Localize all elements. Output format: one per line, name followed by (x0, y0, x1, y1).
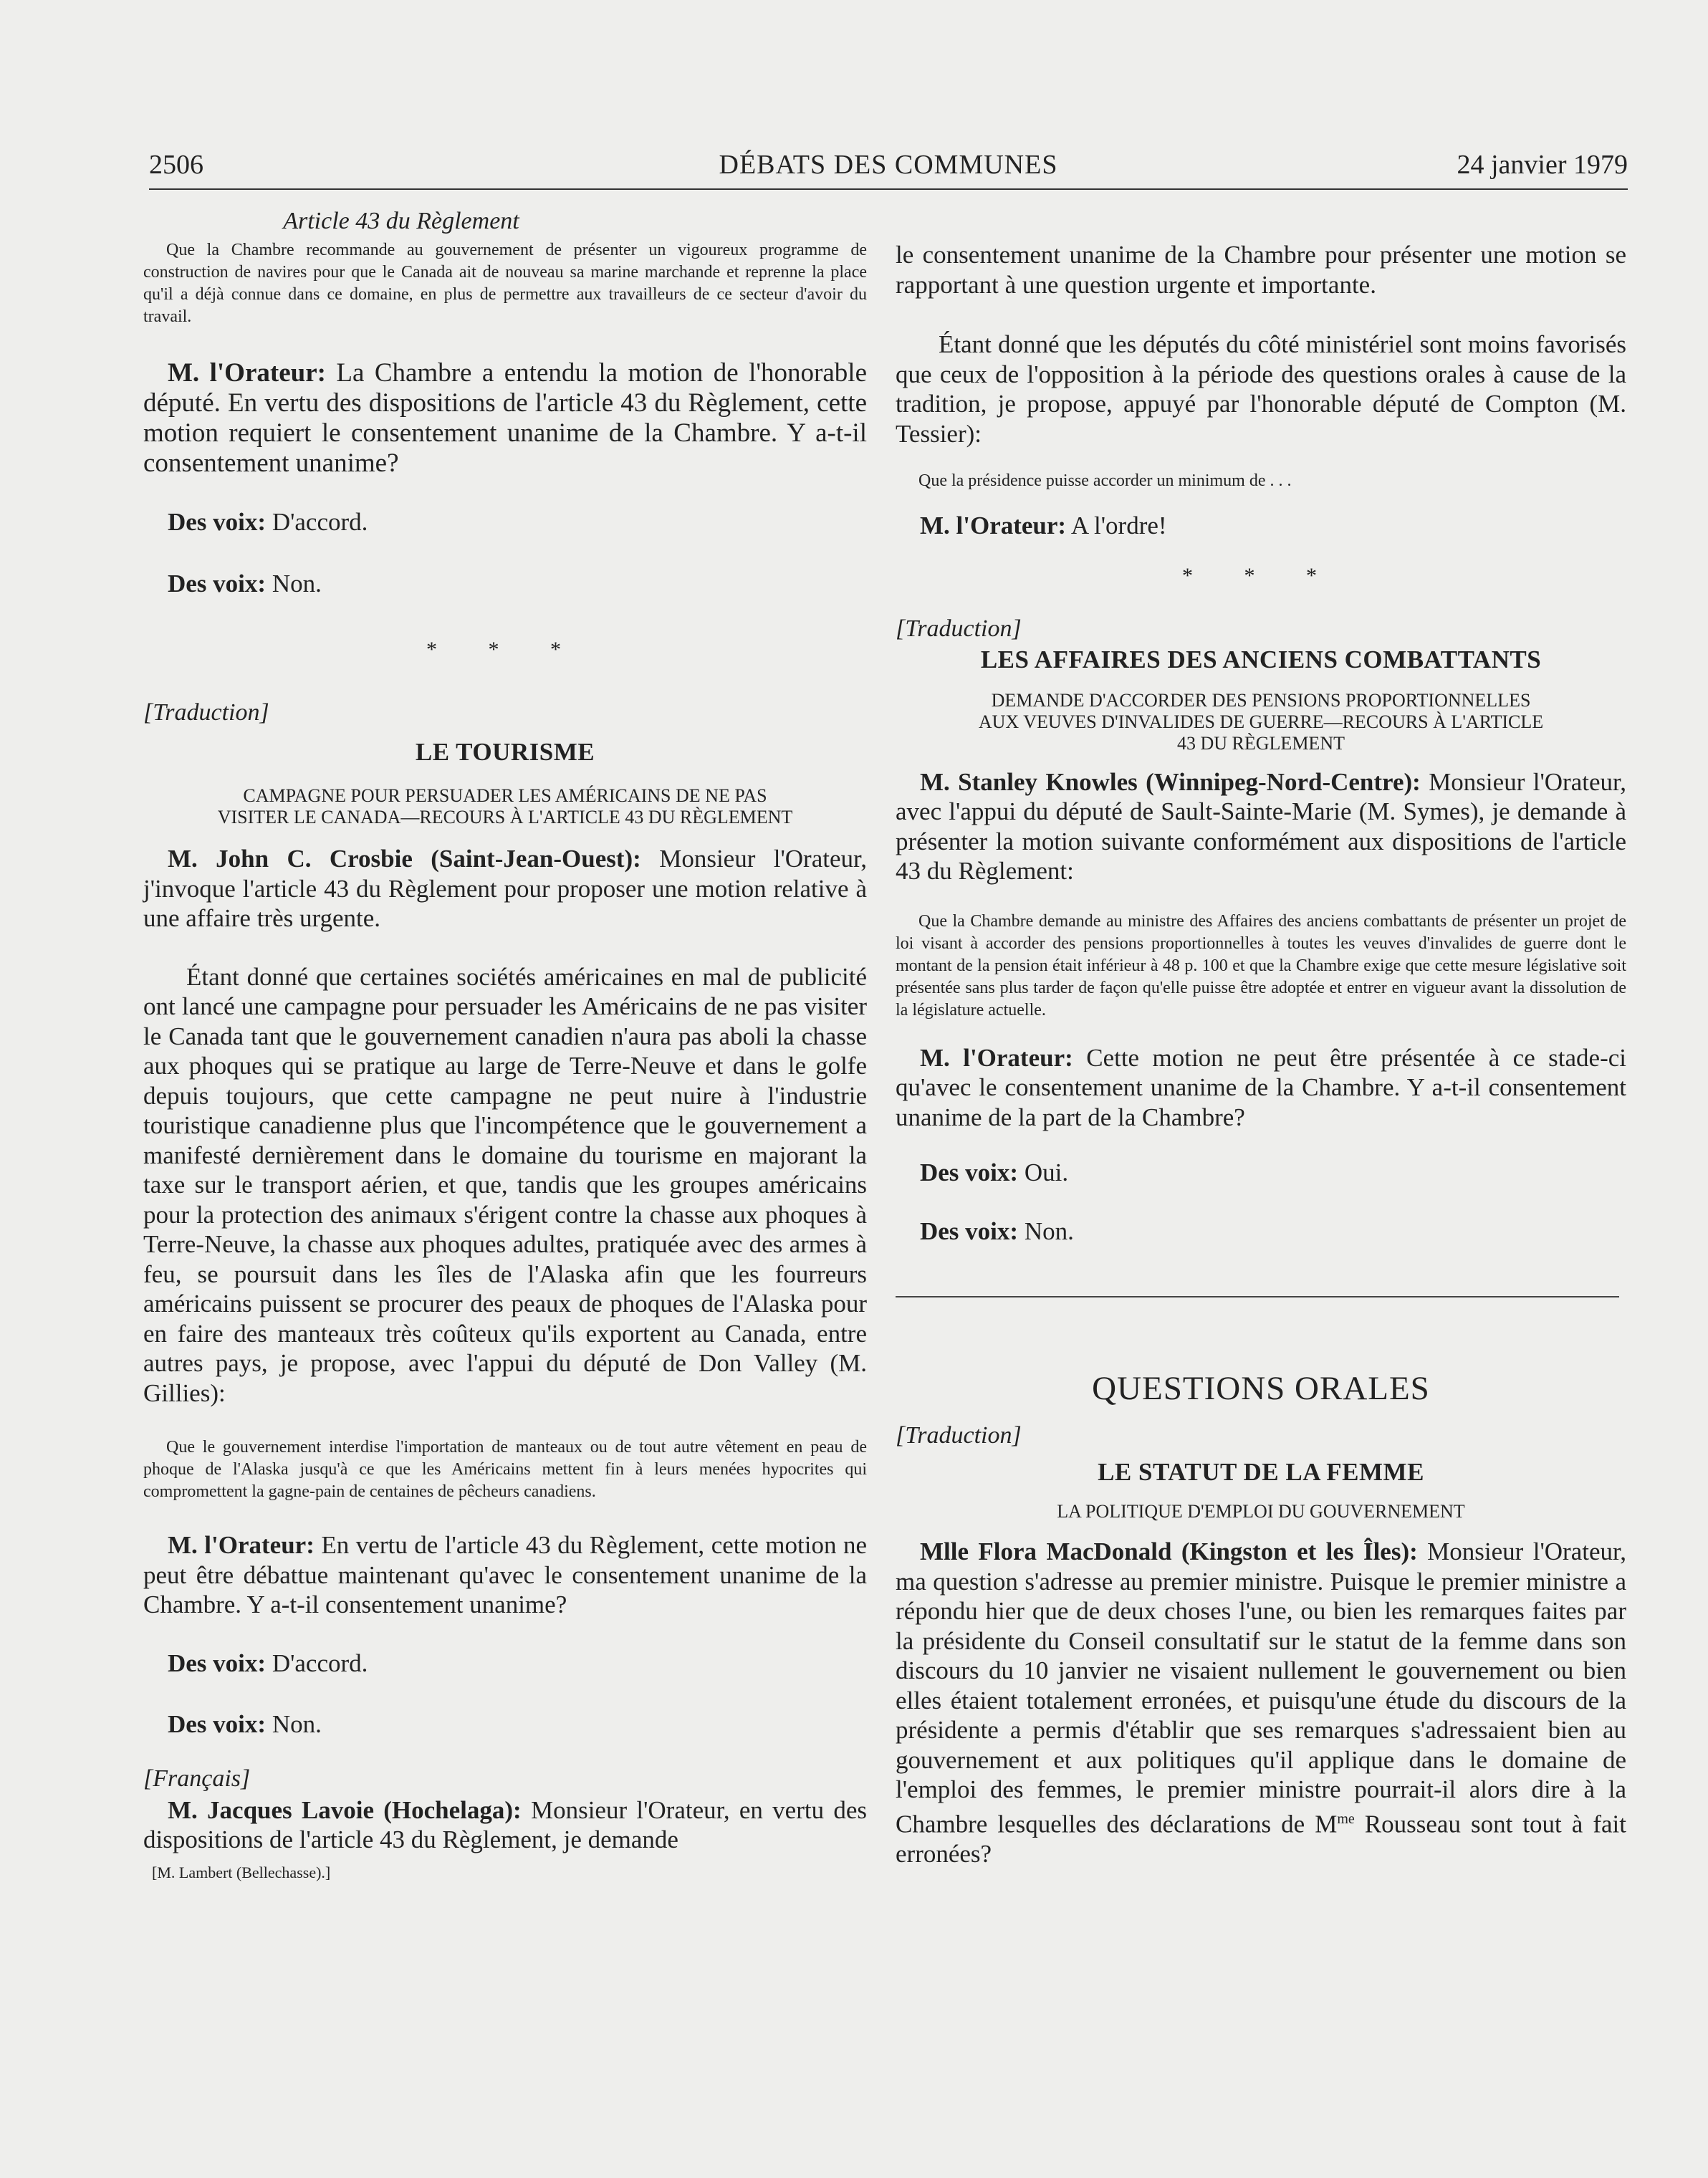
crosbie-statement: M. John C. Crosbie (Saint-Jean-Ouest): Monsieur l'Orateur, j'invoque l'article 43 du Règlement pour proposer une motion relative à une affaire très urgente. (143, 845, 868, 932)
orateur-statement: M. l'Orateur: La Chambre a entendu la motion de l'honorable député. En vertu des dispositions de l'article 43 du Règlement, cette motion requiert le consentement unanime de la Chambre. Y a-t-il consentement unanime? (143, 358, 867, 478)
orateur-statement-2: M. l'Orateur: En vertu de l'article 43 du Règlement, cette motion ne peut être débattue maintenant qu'avec le consentement unanime de la Chambre. Y a-t-il consentement unanime? (143, 1531, 868, 1618)
orateur-statement-3: M. l'Orateur: Cette motion ne peut être présentée à ce stade-ci qu'avec le consentement unanime de la Chambre. Y a-t-il consentement unanime de la part de la Chambre? (896, 1043, 1627, 1131)
section-separator: * * * (1182, 563, 1340, 587)
speaker-label: M. Jacques Lavoie (Hochelaga): (168, 1795, 522, 1824)
speaker-label: M. l'Orateur: (168, 1531, 315, 1559)
left-column (143, 193, 867, 1882)
publication-title: DÉBATS DES COMMUNES (719, 150, 1058, 180)
lavoie-paragraph: Étant donné que les députés du côté ministériel sont moins favorisés que ceux de l'opposition à la période des questions orales à cause de la tradition, je propose, appuyé par l'honorable député de Compton (M. Tessier): (896, 330, 1626, 448)
voices-no: Des voix: Non. (168, 569, 322, 598)
motion-presidency: Que la présidence puisse accorder un minimum de . . . (918, 471, 1292, 490)
macdonald-question: Mlle Flora MacDonald (Kingston et les Îles): Monsieur l'Orateur, ma question s'adresse au premier ministre. Puisque le premier ministre a répondu hier que de deux choses l'une, ou bien les remarques faites par la présidente du Conseil consultatif sur le statut de la femme dans son discours du 10 janvier ne visaient nullement le gouvernement ou bien elles étaient totalement erronées, et puisqu'une étude du discours de la présidente a permis d'établir que ses remarques s'adressaient bien au gouvernement et aux politiques qu'il applique dans le domaine de l'emploi des femmes, le premier ministre pourrait-il alors dire à la Chambre lesquelles des déclarations de $M^{me}$ Rousseau sont tout à fait erronées? (896, 1537, 1626, 1868)
veterans-subheading-1: DEMANDE D'ACCORDER DES PENSIONS PROPORTIONNELLES (991, 689, 1531, 711)
header-rule (149, 188, 1628, 190)
voices-agree: Des voix: D'accord. (168, 508, 368, 536)
speaker-label: Mlle Flora MacDonald (Kingston et les Îles): (920, 1537, 1418, 1565)
knowles-statement: M. Stanley Knowles (Winnipeg-Nord-Centre): Monsieur l'Orateur, avec l'appui du député de Sault-Sainte-Marie (M. Symes), je demande à présenter la motion suivante conformément aux dispositions de l'article 43 du Règlement: (896, 767, 1626, 885)
section-separator: * * * (426, 638, 584, 661)
tourisme-subheading-2: VISITER LE CANADA—RECOURS À L'ARTICLE 43 DU RÈGLEMENT (217, 807, 793, 827)
page-footnote: [M. Lambert (Bellechasse).] (152, 1863, 331, 1881)
french-note: [Français] (143, 1765, 251, 1792)
speaker-label: M. John C. Crosbie (Saint-Jean-Ouest): (168, 845, 641, 873)
voices-yes: Des voix: Oui. (920, 1158, 1069, 1186)
speaker-label: M. l'Orateur: (920, 512, 1067, 539)
motion-sealskin: Que le gouvernement interdise l'importation de manteaux ou de tout autre vêtement en peau de phoque de l'Alaska jusqu'à ce que les Américains mettent fin à leurs menées hypocrites qui compromettent la gagne-pain de centaines de pêcheurs canadiens. (143, 1438, 867, 1501)
lavoie-continued: le consentement unanime de la Chambre pour présenter une motion se rapportant à une question urgente et importante. (896, 241, 1626, 299)
crosbie-paragraph: Étant donné que certaines sociétés américaines en mal de publicité ont lancé une campagne pour persuader les Américains de ne pas visiter le Canada tant que le gouvernement canadien n'aura pas aboli la chasse aux phoques qui se pratique au large de Terre-Neuve et dans le golfe depuis toujours, que cette campagne ne peut nuire à l'industrie touristique canadienne plus que l'incompétence que le gouvernement a manifesté dernièrement dans le domaine du tourisme en majorant la taxe sur le transport aérien, et que, tandis que les groupes américains pour la protection des animaux s'érigent contre la chasse aux phoques à Terre-Neuve, la chasse aux phoques adultes, pratiquée avec des armes à feu, se poursuit dans les îles de l'Alaska afin que les fourreurs américains puissent se procurer des peaux de phoques de l'Alaska pour en faire des manteaux très coûteux qu'ils exportent au Canada, entre autres pays, je propose, avec l'appui du député de Don Valley (M. Gillies): (143, 962, 867, 1407)
motion-war-widows: Que la Chambre demande au ministre des Affaires des anciens combattants de présenter un projet de loi visant à accorder des pensions proportionnelles à toutes les veuves d'invalides de guerre dont le montant de la pension était inférieur à 48 p. 100 et que la Chambre exige que cette mesure législative soit présentée sans plus tarder de façon qu'elle puisse être adoptée et entrer en vigueur avant la dissolution de la législature actuelle. (896, 911, 1626, 1020)
tourisme-subheading-1: CAMPAGNE POUR PERSUADER LES AMÉRICAINS DE NE PAS (243, 785, 767, 806)
right-column (896, 240, 1626, 1868)
status-women-subheading: LA POLITIQUE D'EMPLOI DU GOUVERNEMENT (1057, 1501, 1465, 1522)
page-header (149, 149, 1628, 188)
status-women-heading: LE STATUT DE LA FEMME (1098, 1458, 1424, 1486)
translation-note-2: [Traduction] (896, 1422, 1022, 1449)
veterans-heading: LES AFFAIRES DES ANCIENS COMBATTANTS (980, 645, 1542, 673)
page-number: 2506 (149, 150, 203, 180)
orateur-order: M. l'Orateur: A l'ordre! (920, 512, 1167, 539)
lavoie-statement: M. Jacques Lavoie (Hochelaga): Monsieur l'Orateur, en vertu des dispositions de l'article 43 du Règlement, je demande (143, 1795, 867, 1853)
veterans-subheading-2: AUX VEUVES D'INVALIDES DE GUERRE—RECOURS À L'ARTICLE (978, 711, 1544, 732)
speaker-label: M. l'Orateur: (920, 1043, 1073, 1072)
oral-questions-heading: QUESTIONS ORALES (1092, 1370, 1430, 1407)
translation-note: [Traduction] (143, 699, 269, 726)
veterans-subheading-3: 43 DU RÈGLEMENT (1177, 732, 1345, 754)
voices-no-3: Des voix: Non. (920, 1217, 1074, 1245)
page-date: 24 janvier 1979 (1457, 150, 1628, 180)
section-divider (896, 1296, 1619, 1297)
speaker-label: M. Stanley Knowles (Winnipeg-Nord-Centre): (920, 767, 1421, 796)
article-title: Article 43 du Règlement (283, 208, 519, 234)
motion-shipbuilding: Que la Chambre recommande au gouvernement de présenter un vigoureux programme de construction de navires pour que le Canada ait de nouveau sa marine marchande et reprenne la place qu'il a déjà connue dans ce domaine, en plus de permettre aux travailleurs de ce secteur d'avoir du travail. (143, 241, 867, 326)
voices-no-2: Des voix: Non. (168, 1710, 322, 1738)
tourisme-heading: LE TOURISME (415, 738, 595, 766)
translation-note: [Traduction] (896, 615, 1022, 642)
speaker-label: M. l'Orateur: (168, 358, 326, 388)
voices-agree-2: Des voix: D'accord. (168, 1649, 368, 1677)
